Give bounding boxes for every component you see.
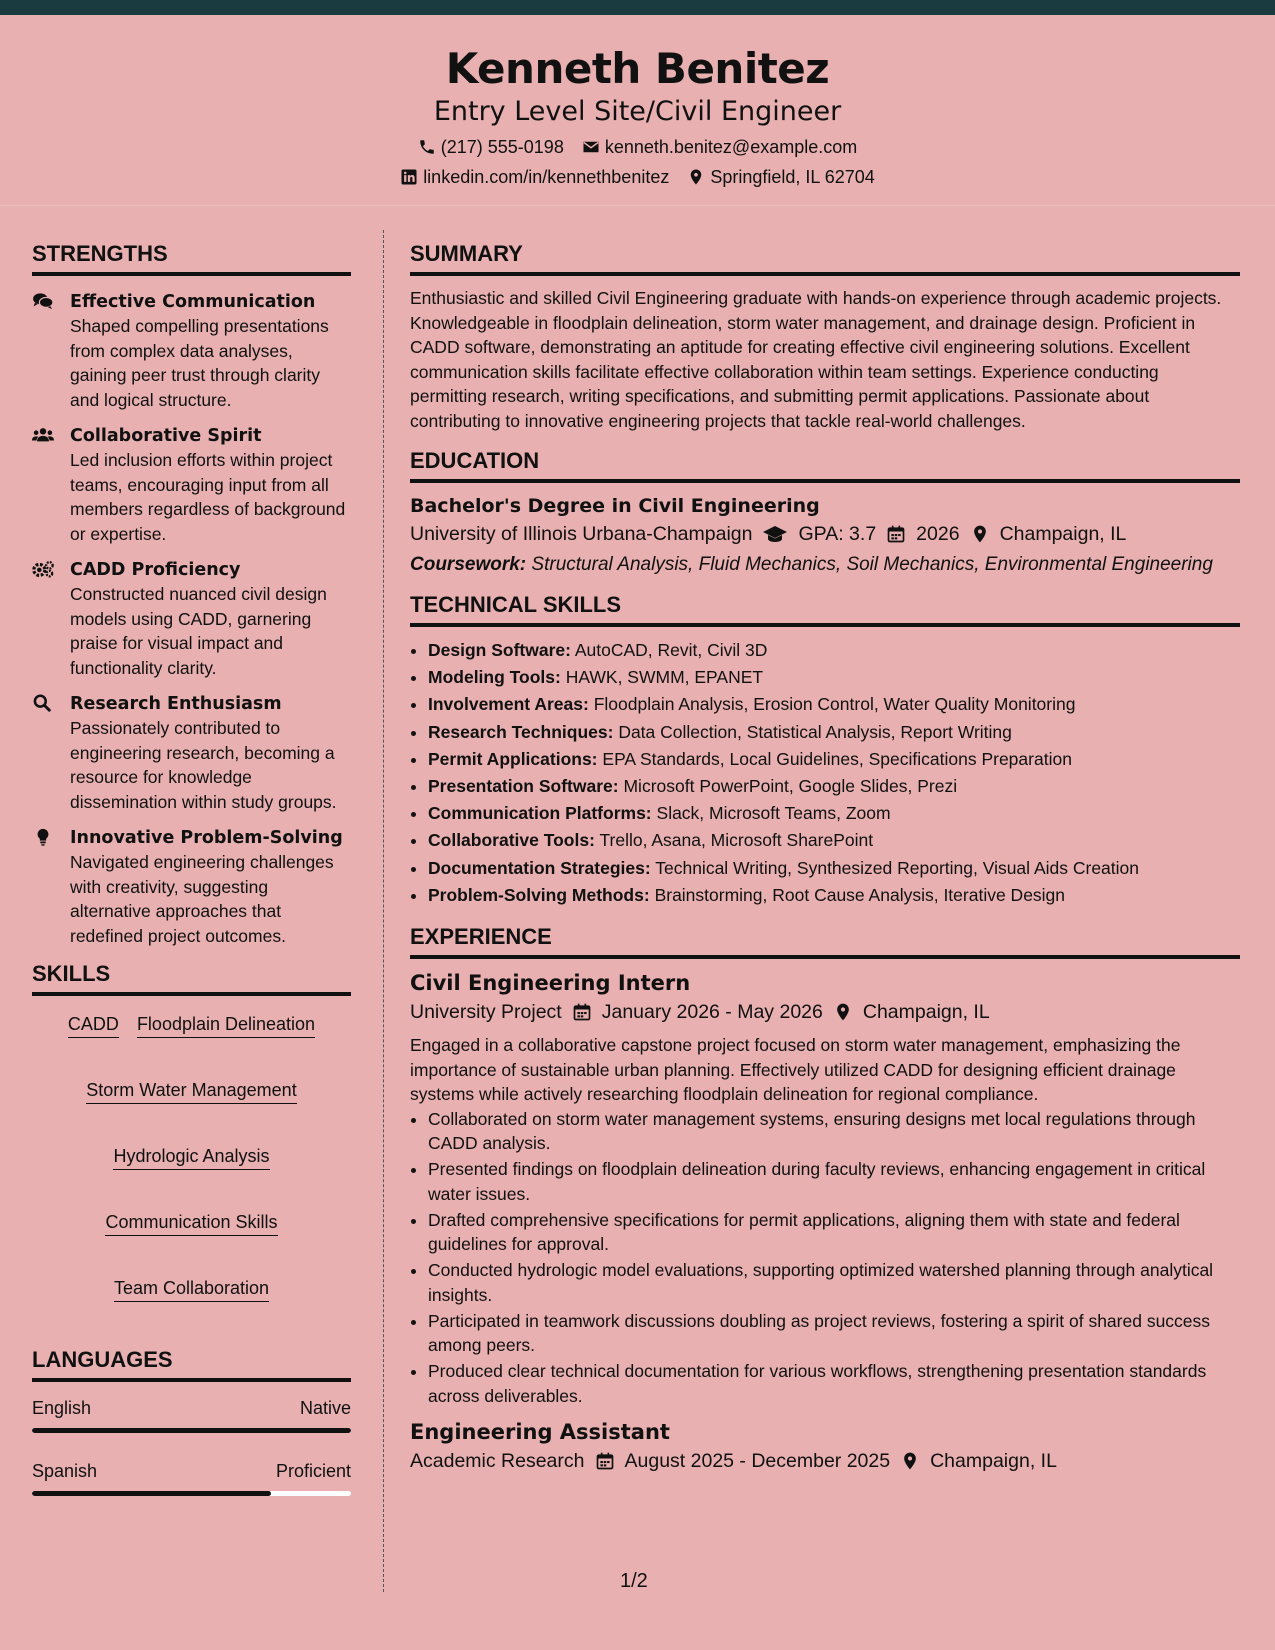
- right-column: [410, 240, 1240, 1476]
- degree-title: Bachelor's Degree in Civil Engineering: [410, 495, 820, 517]
- list-item: • Collaborated on storm water management systems, ensuring designs met local regulations through CADD analysis.: [428, 1107, 1240, 1156]
- skill-tag: Communication Skills: [105, 1210, 277, 1236]
- list-item: • Conducted hydrologic model evaluations, supporting optimized watershed planning through analytical insights.: [428, 1258, 1240, 1307]
- strength-desc: Constructed nuanced civil design models using CADD, garnering praise for visual impact and functionality clarity.: [70, 584, 327, 678]
- envelope-icon: [582, 138, 600, 156]
- job-bullets: [410, 1107, 1240, 1409]
- language-proficiency-bar: [32, 1491, 351, 1496]
- list-item: • Documentation Strategies: Technical Writing, Synthesized Reporting, Visual Aids Creation: [428, 855, 1240, 882]
- job-dates: January 2026 - May 2026: [601, 1001, 823, 1024]
- calendar-icon: [595, 1451, 615, 1471]
- map-marker-icon: [687, 168, 705, 186]
- skill-tag: Floodplain Delineation: [137, 1012, 315, 1038]
- strength-desc: Led inclusion efforts within project teams, encouraging input from all members regardless of background or expertise.: [70, 450, 346, 544]
- strength-desc: Shaped compelling presentations from complex data analyses, gaining peer trust through clarity and logical structure.: [70, 316, 329, 410]
- job-title: Engineering Assistant: [410, 1420, 670, 1445]
- languages-heading: LANGUAGES: [32, 1346, 351, 1382]
- email-text[interactable]: kenneth.benitez@example.com: [604, 137, 858, 157]
- phone-contact: [418, 135, 564, 159]
- list-item: • Collaborative Tools: Trello, Asana, Microsoft SharePoint: [428, 827, 1240, 854]
- list-item: • Presentation Software: Microsoft PowerPoint, Google Slides, Prezi: [428, 773, 1240, 800]
- map-marker-icon: [900, 1451, 920, 1471]
- job-location: Champaign, IL: [930, 1450, 1057, 1473]
- language-proficiency-fill: [32, 1491, 271, 1496]
- page-number: 1/2: [620, 1570, 648, 1592]
- contact-row-2: [0, 165, 1275, 189]
- strength-title: Research Enthusiasm: [70, 694, 282, 714]
- strength-title: Innovative Problem-Solving: [70, 828, 343, 848]
- summary-heading: SUMMARY: [410, 240, 1240, 276]
- coursework-label: Coursework:: [410, 554, 527, 575]
- strength-item: [32, 290, 351, 412]
- users-icon: [32, 424, 58, 546]
- strength-item: [32, 424, 351, 546]
- job-title: Civil Engineering Intern: [410, 971, 691, 996]
- education-meta: [410, 519, 1240, 549]
- strength-title: Collaborative Spirit: [70, 426, 262, 446]
- strength-desc: Passionately contributed to engineering research, becoming a resource for knowledge dissemination within study groups.: [70, 718, 337, 812]
- contact-row-1: [0, 135, 1275, 159]
- location-text: Springfield, IL 62704: [710, 167, 875, 187]
- candidate-title: Entry Level Site/Civil Engineer: [433, 96, 842, 127]
- list-item: • Design Software: AutoCAD, Revit, Civil 3D: [428, 637, 1240, 664]
- gpa-text: GPA: 3.7: [798, 523, 877, 545]
- strength-item: [32, 826, 351, 948]
- job-org: University Project: [410, 1001, 562, 1024]
- list-item: • Participated in teamwork discussions doubling as project reviews, fostering a spirit of shared success among peers.: [428, 1309, 1240, 1358]
- language-level: Native: [299, 1398, 351, 1418]
- calendar-icon: [886, 524, 906, 544]
- language-name: Spanish: [32, 1461, 98, 1481]
- language-level: Proficient: [275, 1461, 351, 1481]
- job-org: Academic Research: [410, 1450, 585, 1473]
- job-meta: [410, 997, 1240, 1027]
- language-name: English: [32, 1398, 92, 1418]
- school-location: Champaign, IL: [999, 523, 1127, 545]
- strength-desc: Navigated engineering challenges with creativity, suggesting alternative approaches that redefined project outcomes.: [70, 852, 334, 946]
- strength-item: [32, 692, 351, 814]
- strength-title: CADD Proficiency: [70, 560, 241, 580]
- technical-skills-list: [410, 637, 1240, 909]
- comments-icon: [32, 290, 58, 412]
- list-item: • Produced clear technical documentation for various workflows, strengthening presentation standards across deliverables.: [428, 1359, 1240, 1408]
- left-column: [32, 240, 351, 1496]
- email-contact[interactable]: [582, 135, 857, 159]
- linkedin-icon: [400, 168, 418, 186]
- resume-header: [0, 15, 1275, 206]
- list-item: • Research Techniques: Data Collection, Statistical Analysis, Report Writing: [428, 719, 1240, 746]
- skills-list: [32, 1006, 351, 1302]
- candidate-name: Kenneth Benitez: [445, 44, 830, 93]
- linkedin-contact[interactable]: [400, 165, 669, 189]
- job-dates: August 2025 - December 2025: [624, 1450, 891, 1473]
- map-marker-icon: [970, 524, 990, 544]
- graduation-year: 2026: [916, 523, 960, 545]
- coursework-list: Structural Analysis, Fluid Mechanics, Soil Mechanics, Environmental Engineering: [531, 554, 1213, 575]
- phone-text: (217) 555-0198: [440, 137, 564, 157]
- skill-tag: Team Collaboration: [114, 1276, 269, 1302]
- experience-heading: EXPERIENCE: [410, 923, 1240, 959]
- skill-tag: Hydrologic Analysis: [113, 1144, 269, 1170]
- language-proficiency-fill: [32, 1428, 351, 1433]
- list-item: • Presented findings on floodplain delineation during faculty reviews, enhancing engagement in critical water issues.: [428, 1157, 1240, 1206]
- summary-text: Enthusiastic and skilled Civil Engineering graduate with hands-on experience through academic projects. Knowledgeable in floodplain delineation, storm water management, and drainage design. Proficient in CADD software, demonstrating an aptitude for creating effective civil engineering solutions. Excellent communication skills facilitate effective collaboration within team settings. Experience conducting permitting research, writing specifications, and submitting permit applications. Passionate about contributing to innovative engineering projects that tackle real-world challenges.: [410, 288, 1222, 431]
- coursework: [410, 553, 1240, 577]
- list-item: • Modeling Tools: HAWK, SWMM, EPANET: [428, 664, 1240, 691]
- list-item: • Drafted comprehensive specifications for permit applications, aligning them with state and federal guidelines for approval.: [428, 1208, 1240, 1257]
- search-icon: [32, 692, 58, 814]
- strengths-heading: STRENGTHS: [32, 240, 351, 276]
- job-location: Champaign, IL: [862, 1001, 990, 1024]
- skills-heading: SKILLS: [32, 960, 351, 996]
- graduation-cap-icon: [762, 524, 788, 544]
- language-item: [32, 1396, 351, 1433]
- list-item: • Problem-Solving Methods: Brainstorming, Root Cause Analysis, Iterative Design: [428, 882, 1240, 909]
- education-heading: EDUCATION: [410, 447, 1240, 483]
- school-name: University of Illinois Urbana-Champaign: [410, 523, 753, 545]
- skill-tag: Storm Water Management: [86, 1078, 296, 1104]
- job-entry: [410, 969, 1240, 1408]
- map-marker-icon: [833, 1002, 853, 1022]
- location-contact: [687, 165, 874, 189]
- skill-tag: CADD: [68, 1012, 119, 1038]
- job-entry: [410, 1418, 1240, 1476]
- technical-skills-heading: TECHNICAL SKILLS: [410, 591, 1240, 627]
- linkedin-text[interactable]: linkedin.com/in/kennethbenitez: [423, 167, 670, 187]
- gears-icon: [32, 558, 58, 680]
- calendar-icon: [572, 1002, 592, 1022]
- lightbulb-icon: [32, 826, 58, 948]
- strength-item: [32, 558, 351, 680]
- list-item: • Communication Platforms: Slack, Microsoft Teams, Zoom: [428, 800, 1240, 827]
- column-divider: [383, 230, 384, 1592]
- job-description: Engaged in a collaborative capstone project focused on storm water management, emphasizing the importance of sustainable urban planning. Effectively utilized CADD for designing efficient drainage systems while actively researching floodplain delineation for regional compliance.: [410, 1035, 1181, 1105]
- strengths-list: [32, 290, 351, 948]
- list-item: • Involvement Areas: Floodplain Analysis, Erosion Control, Water Quality Monitoring: [428, 691, 1240, 718]
- language-item: [32, 1459, 351, 1496]
- job-meta: [410, 1446, 1240, 1476]
- strength-title: Effective Communication: [70, 292, 316, 312]
- top-bar: [0, 0, 1275, 15]
- language-proficiency-bar: [32, 1428, 351, 1433]
- phone-icon: [418, 138, 436, 156]
- list-item: • Permit Applications: EPA Standards, Local Guidelines, Specifications Preparation: [428, 746, 1240, 773]
